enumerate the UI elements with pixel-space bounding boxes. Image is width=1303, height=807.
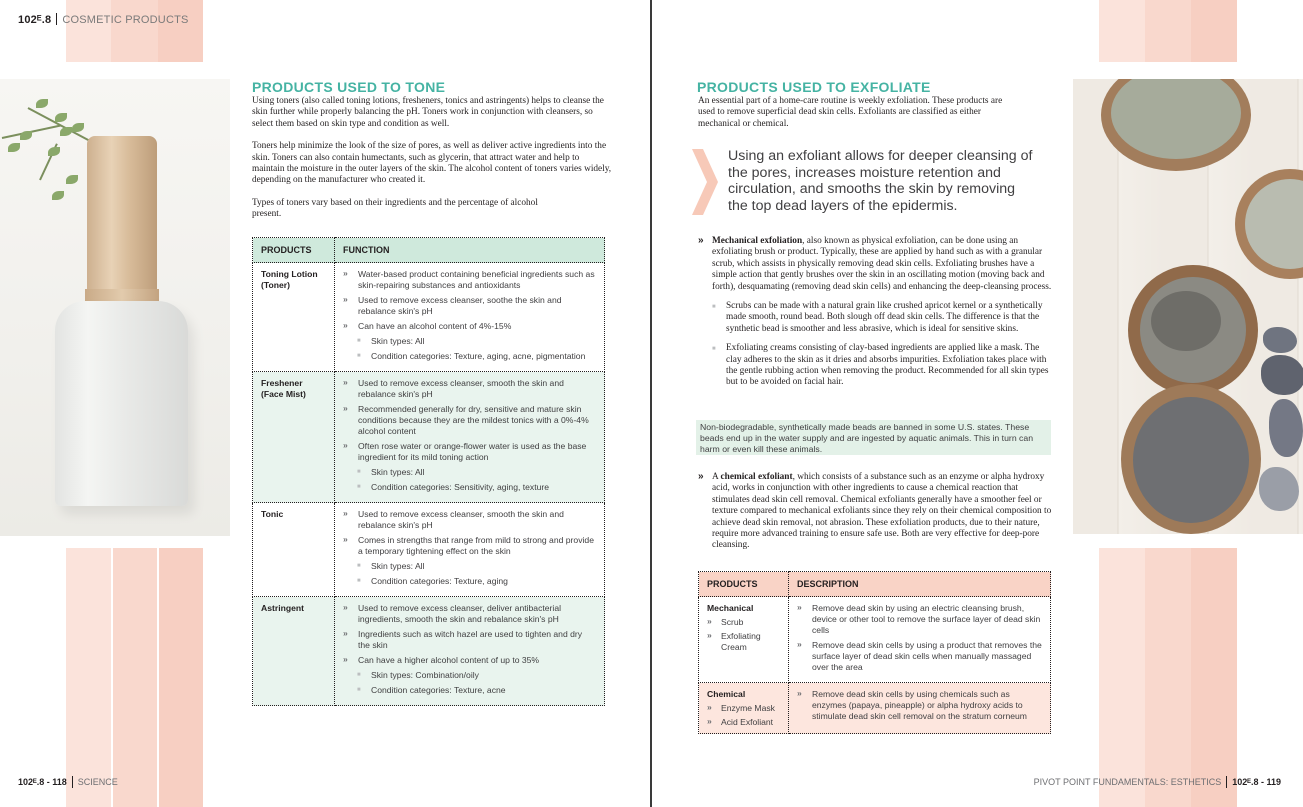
function-cell (335, 597, 605, 706)
tone-body-text (252, 96, 612, 232)
product-item: » Enzyme Mask (707, 703, 780, 714)
chemical-exfoliation-section (698, 472, 1054, 560)
decor-stripe (1145, 548, 1191, 807)
decor-stripe (66, 0, 111, 62)
chevron-icon (692, 149, 718, 215)
function-bullet: » Ingredients such as witch hazel are used to tighten and dry the skin (343, 629, 596, 651)
chemical-prefix: A (712, 472, 721, 482)
function-cell (335, 503, 605, 597)
column-header: PRODUCTS (253, 238, 335, 263)
section-heading-exfoliate: PRODUCTS USED TO EXFOLIATE (697, 79, 931, 95)
product-name: Tonic (253, 503, 335, 597)
page-footer-right (1034, 776, 1281, 787)
product-cell (699, 683, 789, 734)
list-subitem: ■ Exfoliating creams consisting of clay-based ingredients are applied like a mask. The clay adheres to the skin as it dries and absorbs impurities. Exfoliation takes place with the gentle rubbing action when removing the product. Recommended for all skin types but to be avoided on facial hair. (698, 343, 1054, 389)
column-header: FUNCTION (335, 238, 605, 263)
decor-stripe (1099, 0, 1145, 62)
column-header: PRODUCTS (699, 572, 789, 597)
product-name: Astringent (253, 597, 335, 706)
product-cell (699, 597, 789, 683)
footer-label: SCIENCE (77, 777, 118, 787)
list-subitem: ■ Scrubs can be made with a natural grain like crushed apricot kernel or a synthetically made smooth, round bead. Both slough off dead skin cells. The difference is that the synthetic bead is smoother and less abrasive, which is ideal for sensitive skins. (698, 301, 1054, 335)
page-number: 102ᴱ.8 - 118 (18, 777, 67, 787)
decor-stripe (1191, 0, 1237, 62)
product-name: Mechanical (707, 603, 754, 613)
function-bullet: » Can have a higher alcohol content of up to 35% (343, 655, 596, 666)
chemical-text: , which consists of a substance such as an enzyme or alpha hydroxy acid, works in conjunction with other ingredients to cause a chemical reaction that stimulates dead skin cell removal. Chemical exfoliants generally have a smoother feel or texture compared to mechanical exfoliants since they rely on their chemical composition to achieve dead skin removal, not abrasion. These exfoliation products, due to their nature, require more advanced training to ensure safe use. Both are very effective for deep-pore cleansing. (712, 472, 1052, 551)
table-row (253, 372, 605, 503)
function-bullet: » Comes in strengths that range from mild to strong and provide a temporary tightening effect on the skin (343, 535, 596, 557)
table-row (699, 683, 1051, 734)
list-item (698, 472, 1054, 552)
function-subbullet: ■ Skin types: All (343, 336, 596, 347)
paragraph: Types of toners vary based on their ingredients and the percentage of alcohol present. (252, 197, 538, 220)
description-bullet: » Remove dead skin cells by using chemicals such as enzymes (papaya, pineapple) or alpha hydroxy acids to stimulate dead skin cell removal on the stratum corneum (797, 689, 1042, 722)
pull-quote: Using an exfoliant allows for deeper cleansing of the pores, increases moisture retention and circulation, and smooths the skin by removing the top dead layers of the epidermis. (728, 148, 1033, 214)
paragraph: Toners help minimize the look of the size of pores, as well as deliver active ingredients into the skin. Toners can also contain humectants, such as glycerin, that attract water and help to maintain the moisture in the outer layers of the skin. The alcohol content of toners varies widely, depending on the manufacturer who created it. (252, 141, 612, 186)
function-cell (335, 372, 605, 503)
decor-stripe (66, 548, 111, 807)
function-subbullet: ■ Condition categories: Texture, acne (343, 685, 596, 696)
decor-stripe (1191, 548, 1237, 807)
page-footer-left (18, 776, 118, 787)
decor-stripe (1099, 548, 1145, 807)
function-bullet: » Water-based product containing beneficial ingredients such as skin-repairing substances and antioxidants (343, 269, 596, 291)
section-title: COSMETIC PRODUCTS (62, 14, 189, 26)
function-bullet: » Used to remove excess cleanser, smooth the skin and rebalance skin's pH (343, 509, 596, 531)
function-subbullet: ■ Skin types: All (343, 561, 596, 572)
product-name: Chemical (707, 689, 746, 699)
description-bullet: » Remove dead skin cells by using a product that removes the surface layer of dead skin cells when manually massaged over the area (797, 640, 1042, 673)
description-cell (789, 597, 1051, 683)
decor-stripe (113, 548, 157, 807)
function-bullet: » Recommended generally for dry, sensitive and mature skin conditions because they are the mildest tonics with a 0%-4% alcohol content (343, 404, 596, 437)
function-subbullet: ■ Skin types: Combination/oily (343, 670, 596, 681)
function-bullet: » Can have an alcohol content of 4%-15% (343, 321, 596, 332)
term-mechanical: Mechanical exfoliation (712, 236, 803, 246)
function-bullet: » Used to remove excess cleanser, deliver antibacterial ingredients, smooth the skin and rebalance skin's pH (343, 603, 596, 625)
decor-stripe (159, 548, 203, 807)
decor-stripe (1145, 0, 1191, 62)
product-item: » Scrub (707, 617, 780, 628)
page-number: 102ᴱ.8 - 119 (1232, 777, 1281, 787)
description-cell (789, 683, 1051, 734)
table-header-row (253, 238, 605, 263)
function-subbullet: ■ Condition categories: Sensitivity, aging, texture (343, 482, 596, 493)
function-cell (335, 263, 605, 372)
table-row (253, 503, 605, 597)
section-heading-tone: PRODUCTS USED TO TONE (252, 79, 446, 95)
table-header-row (699, 572, 1051, 597)
term-chemical: chemical exfoliant (720, 472, 793, 482)
paragraph: Using toners (also called toning lotions, fresheners, tonics and astringents) helps to cleanse the skin further while properly balancing the pH. Toners work in conjunction with cleansers, so select them based on skin type and condition as well. (252, 96, 604, 129)
running-header (18, 13, 189, 26)
function-subbullet: ■ Skin types: All (343, 467, 596, 478)
column-header: DESCRIPTION (789, 572, 1051, 597)
toner-bottle-photo (0, 79, 230, 536)
decor-stripe (111, 0, 158, 62)
exfoliant-types-table (698, 571, 1051, 734)
right-page (652, 0, 1303, 807)
product-name: Freshener (Face Mist) (253, 372, 335, 503)
function-bullet: » Used to remove excess cleanser, smooth the skin and rebalance skin's pH (343, 378, 596, 400)
callout-note: Non-biodegradable, synthetically made beads are banned in some U.S. states. These beads end up in the water supply and are ingested by aquatic animals. This in turn can harm or even kill these animals. (696, 420, 1051, 455)
function-bullet: » Often rose water or orange-flower water is used as the base ingredient for its mild toning action (343, 441, 596, 463)
list-item (698, 236, 1054, 293)
footer-label: PIVOT POINT FUNDAMENTALS: ESTHETICS (1033, 777, 1222, 787)
mechanical-text: , also known as physical exfoliation, can be done using an exfoliating brush or product. Typically, these are applied by hand such as with a granular scrub, which assists in physically removing dead skin cells. Exfoliating brushes have a simple action that gently brushes over the skin in an oscillating motion (moving back and forth), desquamating (removing dead skin cells) and enhancing the deep-cleansing process. (712, 236, 1052, 292)
product-name: Toning Lotion (Toner) (253, 263, 335, 372)
product-item: » Exfoliating Cream (707, 631, 780, 653)
function-subbullet: ■ Condition categories: Texture, aging, acne, pigmentation (343, 351, 596, 362)
clay-bowls-photo (1073, 79, 1303, 534)
left-page (0, 0, 651, 807)
toner-types-table (252, 237, 605, 706)
function-subbullet: ■ Condition categories: Texture, aging (343, 576, 596, 587)
table-row (699, 597, 1051, 683)
function-bullet: » Used to remove excess cleanser, soothe the skin and rebalance skin's pH (343, 295, 596, 317)
product-item: » Acid Exfoliant (707, 717, 780, 728)
table-row (253, 597, 605, 706)
table-row (253, 263, 605, 372)
decor-stripe (158, 0, 203, 62)
exfoliate-intro: An essential part of a home-care routine is weekly exfoliation. These products are used to remove superficial dead skin cells. Exfoliants are classified as either mechanical or chemical. (698, 96, 1003, 129)
section-number: 102ᴱ.8 (18, 14, 52, 26)
description-bullet: » Remove dead skin by using an electric cleansing brush, device or other tool to remove the surface layer of dead skin cells (797, 603, 1042, 636)
mechanical-exfoliation-section (698, 236, 1054, 397)
